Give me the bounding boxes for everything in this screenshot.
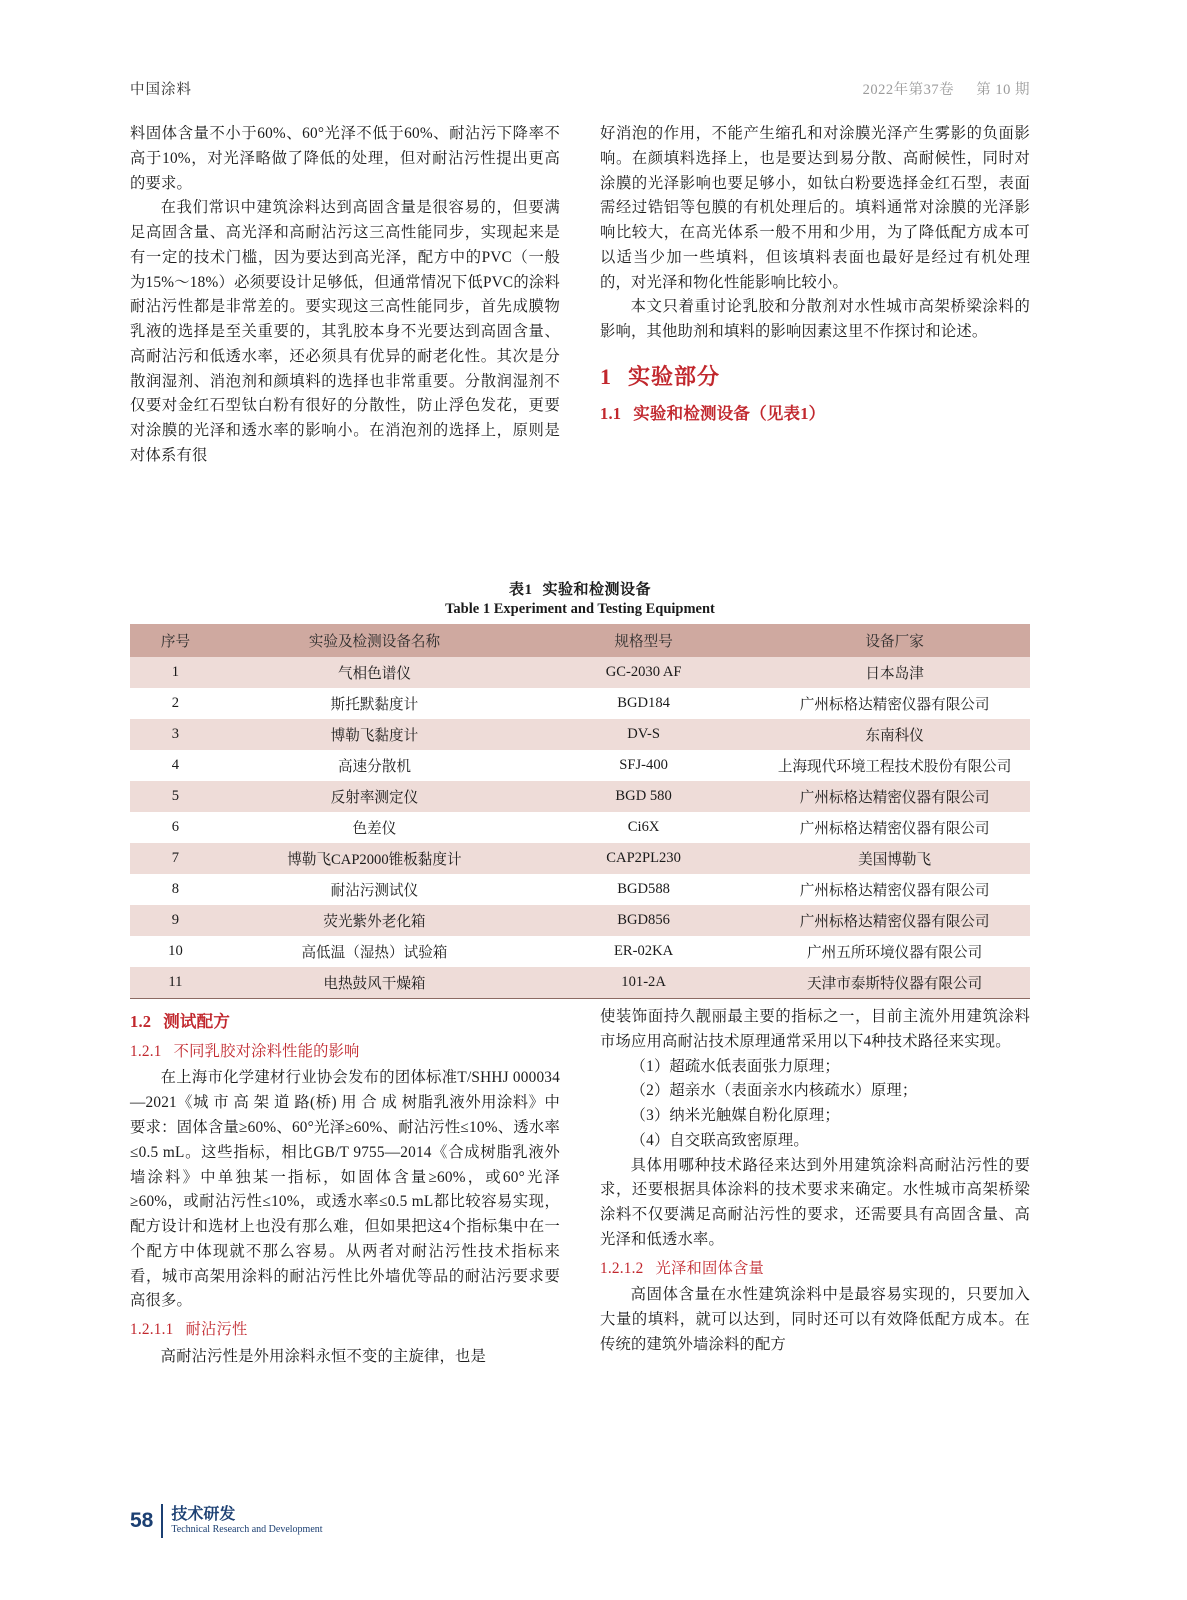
table-number: 表1: [508, 582, 533, 598]
subsubsection-number: 1.2.1.1: [130, 1321, 174, 1339]
table-row: [130, 781, 1030, 812]
subsubsection-title: 不同乳胶对涂料性能的影响: [173, 1042, 360, 1060]
column-header-model: 规格型号: [528, 624, 759, 657]
paragraph: 具体用哪种技术路径来达到外用建筑涂料高耐沾污性的要求，还要根据具体涂料的技术要求来确定。水性城市高架桥梁涂料不仅要满足高耐沾污性的要求，还需要具有高固含量、高光泽和低透水率。: [600, 1156, 1030, 1248]
table-row: [130, 688, 1030, 719]
cell-no: 7: [171, 850, 180, 866]
cell-model: BGD856: [617, 912, 670, 928]
cell-model: BGD184: [617, 695, 670, 711]
cell-manufacturer: 日本岛津: [865, 666, 924, 682]
list-item: （2）超亲水（表面亲水内核疏水）原理；: [630, 1082, 918, 1100]
table-row: [130, 657, 1030, 688]
cell-no: 2: [171, 695, 180, 711]
cell-no: 3: [171, 726, 180, 742]
cell-model: BGD588: [617, 881, 670, 897]
page-number: 58: [130, 1509, 154, 1532]
table-row: [130, 719, 1030, 750]
page-footer: [130, 1504, 323, 1538]
cell-model: ER-02KA: [614, 943, 674, 959]
section-heading-1: [600, 359, 1030, 395]
paragraph: 料固体含量不小于60%、60°光泽不低于60%、耐沾污下降率不高于10%，对光泽略做了降低的处理，但对耐沾污性提出更高的要求。: [130, 125, 560, 192]
footer-section: [171, 1506, 322, 1536]
cell-no: 8: [171, 881, 180, 897]
subsection-title: 测试配方: [163, 1012, 231, 1031]
issue-number: 第 10 期: [976, 82, 1030, 98]
cell-model: Ci6X: [627, 819, 660, 835]
cell-manufacturer: 广州标格达精密仪器有限公司: [799, 914, 990, 930]
footer-section-cn: 技术研发: [171, 1506, 236, 1524]
section-number: 1: [600, 363, 612, 389]
equipment-table-block: [130, 578, 1030, 999]
table-row: [130, 936, 1030, 967]
subsubsection-number: 1.2.1.2: [600, 1259, 644, 1277]
cell-model: CAP2PL230: [606, 850, 681, 866]
cell-no: 9: [171, 912, 180, 928]
issue-year: 2022年第37卷: [862, 82, 955, 98]
cell-model: DV-S: [627, 726, 660, 742]
cell-manufacturer: 东南科仪: [865, 728, 924, 744]
subsubsection-number: 1.2.1: [130, 1042, 162, 1060]
cell-model: 101-2A: [528, 967, 759, 999]
cell-no: 1: [171, 664, 180, 680]
paragraph: 使装饰面持久靓丽最主要的指标之一，目前主流外用建筑涂料市场应用高耐沾技术原理通常采用以下4种技术路径来实现。: [600, 1008, 1030, 1050]
cell-model: GC-2030 AF: [605, 664, 682, 680]
cell-manufacturer: 广州标格达精密仪器有限公司: [799, 821, 990, 837]
table-header-row: [130, 624, 1030, 657]
cell-name: 气相色谱仪: [337, 666, 411, 682]
subsubsection-title: 耐沾污性: [185, 1321, 248, 1339]
section-heading-1-2: [130, 1009, 560, 1036]
paragraph: 在上海市化学建材行业协会发布的团体标准T/SHHJ 000034—2021《城 市 高 架 道 路(桥) 用 合 成 树脂乳液外用涂料》中要求：固体含量≥60%、60°光泽≥60%、耐沾污性≤10%、透水率≤0.5 mL。这些指标，相比GB/T 9755—2014《合成树脂乳液外墙涂料》中单独某一指标，如固体含量≥60%，或60°光泽≥60%，或耐沾污性≤10%，或透水率≤0.5 mL都比较容易实现，配方设计和选材上也没有那么难，但如果把这4个指标集中在一个配方中体现就不那么容易。从两者对耐沾污性技术指标来看，城市高架用涂料的耐沾污性比外墙优等品的耐沾污要求要高很多。: [130, 1069, 560, 1310]
paragraph: 好消泡的作用，不能产生缩孔和对涂膜光泽产生雾影的负面影响。在颜填料选择上，也是要达到易分散、高耐候性，同时对涂膜的光泽影响也要足够小，如钛白粉要选择金红石型，表面需经过锆铝等包膜的有机处理后的。填料通常对涂膜的光泽影响比较大，在高光体系一般不用和少用，为了降低配方成本可以适当少加一些填料，但该填料表面也最好是经过有机处理的，对光泽和物化性能影响比较小。: [600, 125, 1030, 291]
section-heading-1-1: [600, 401, 1030, 428]
table-title-cn: 实验和检测设备: [542, 582, 652, 598]
issue-info: [845, 78, 1030, 99]
cell-name: 博勒飞CAP2000锥板黏度计: [287, 852, 462, 868]
cell-manufacturer: 美国博勒飞: [858, 852, 932, 868]
list-item: （3）纳米光触媒自粉化原理；: [630, 1107, 840, 1125]
list-item: （1）超疏水低表面张力原理；: [630, 1057, 840, 1075]
table-body: [130, 657, 1030, 999]
cell-no: 10: [168, 943, 183, 959]
cell-name: 高速分散机: [337, 759, 411, 775]
table-row: [130, 874, 1030, 905]
left-column-top: [130, 122, 560, 469]
cell-name: 反射率测定仪: [330, 790, 419, 806]
journal-name: 中国涂料: [130, 82, 192, 98]
column-header-no: 序号: [130, 624, 221, 657]
cell-no: 6: [171, 819, 180, 835]
table-row: [130, 967, 1030, 999]
left-column-bottom: [130, 1005, 560, 1370]
paragraph: 在我们常识中建筑涂料达到高固含量是很容易的，但要满足高固含量、高光泽和高耐沾污这三高性能同步，实现起来是有一定的技术门槛，因为要达到高光泽，配方中的PVC（一般为15%～18%）必须要设计足够低，但通常情况下低PVC的涂料耐沾污性都是非常差的。要实现这三高性能同步，首先成膜物乳液的选择是至关重要的，其乳胶本身不光要达到高固含量、高耐沾污和低透水率，还必须具有优异的耐老化性。其次是分散润湿剂、消泡剂和颜填料的选择也非常重要。分散润湿剂不仅要对金红石型钛白粉有很好的分散性，防止浮色发花，更要对涂膜的光泽和透水率的影响小。在消泡剂的选择上，原则是对体系有很: [130, 199, 560, 464]
subsection-number: 1.1: [600, 403, 622, 423]
cell-name: 荧光紫外老化箱: [323, 914, 426, 930]
cell-name: 高低温（湿热）试验箱: [301, 945, 448, 961]
cell-name: 色差仪: [352, 821, 397, 837]
section-heading-1-2-1-2: [600, 1257, 1030, 1282]
table-row: [130, 843, 1030, 874]
page-header: [130, 78, 1030, 99]
paragraph: 本文只着重讨论乳胶和分散剂对水性城市高架桥梁涂料的影响，其他助剂和填料的影响因素这里不作探讨和论述。: [600, 298, 1030, 341]
column-header-manufacturer: 设备厂家: [759, 624, 1030, 657]
cell-manufacturer: 上海现代环境工程技术股份有限公司: [777, 759, 1012, 775]
footer-section-en: Technical Research and Development: [171, 1523, 323, 1535]
cell-manufacturer: 天津市泰斯特仪器有限公司: [759, 967, 1030, 999]
table-caption-en: Table 1 Experiment and Testing Equipment: [445, 601, 715, 617]
subsubsection-title: 光泽和固体含量: [655, 1259, 764, 1277]
subsection-number: 1.2: [130, 1012, 152, 1031]
cell-name: 耐沾污测试仪: [330, 883, 419, 899]
section-heading-1-2-1-1: [130, 1318, 560, 1343]
cell-manufacturer: 广州五所环境仪器有限公司: [807, 945, 983, 961]
table-row: [130, 750, 1030, 781]
table-row: [130, 905, 1030, 936]
list-item: （4）自交联高致密原理。: [630, 1131, 809, 1149]
cell-no: 11: [130, 967, 221, 999]
right-column-bottom: [600, 1005, 1030, 1358]
cell-manufacturer: 广州标格达精密仪器有限公司: [799, 790, 990, 806]
column-header-name: 实验及检测设备名称: [221, 624, 528, 657]
subsection-title: 实验和检测设备（见表1）: [633, 403, 826, 423]
paragraph: 高耐沾污性是外用涂料永恒不变的主旋律，也是: [160, 1347, 487, 1365]
table-caption-cn: [130, 578, 1030, 599]
cell-manufacturer: 广州标格达精密仪器有限公司: [799, 697, 990, 713]
paragraph: 高固体含量在水性建筑涂料中是最容易实现的，只要加入大量的填料，就可以达到，同时还可以有效降低配方成本。在传统的建筑外墙涂料的配方: [600, 1286, 1030, 1353]
cell-no: 5: [171, 788, 180, 804]
cell-no: 4: [171, 757, 180, 773]
table-head: [130, 624, 1030, 657]
table-row: [130, 812, 1030, 843]
footer-divider: [161, 1504, 163, 1538]
cell-name: 电热鼓风干燥箱: [221, 967, 528, 999]
cell-name: 博勒飞黏度计: [330, 728, 419, 744]
cell-model: BGD 580: [615, 788, 672, 804]
right-column-top: [600, 122, 1030, 431]
cell-model: SFJ-400: [619, 757, 668, 773]
section-title: 实验部分: [628, 363, 721, 389]
equipment-table: [130, 624, 1030, 999]
section-heading-1-2-1: [130, 1040, 560, 1065]
cell-manufacturer: 广州标格达精密仪器有限公司: [799, 883, 990, 899]
cell-name: 斯托默黏度计: [330, 697, 419, 713]
